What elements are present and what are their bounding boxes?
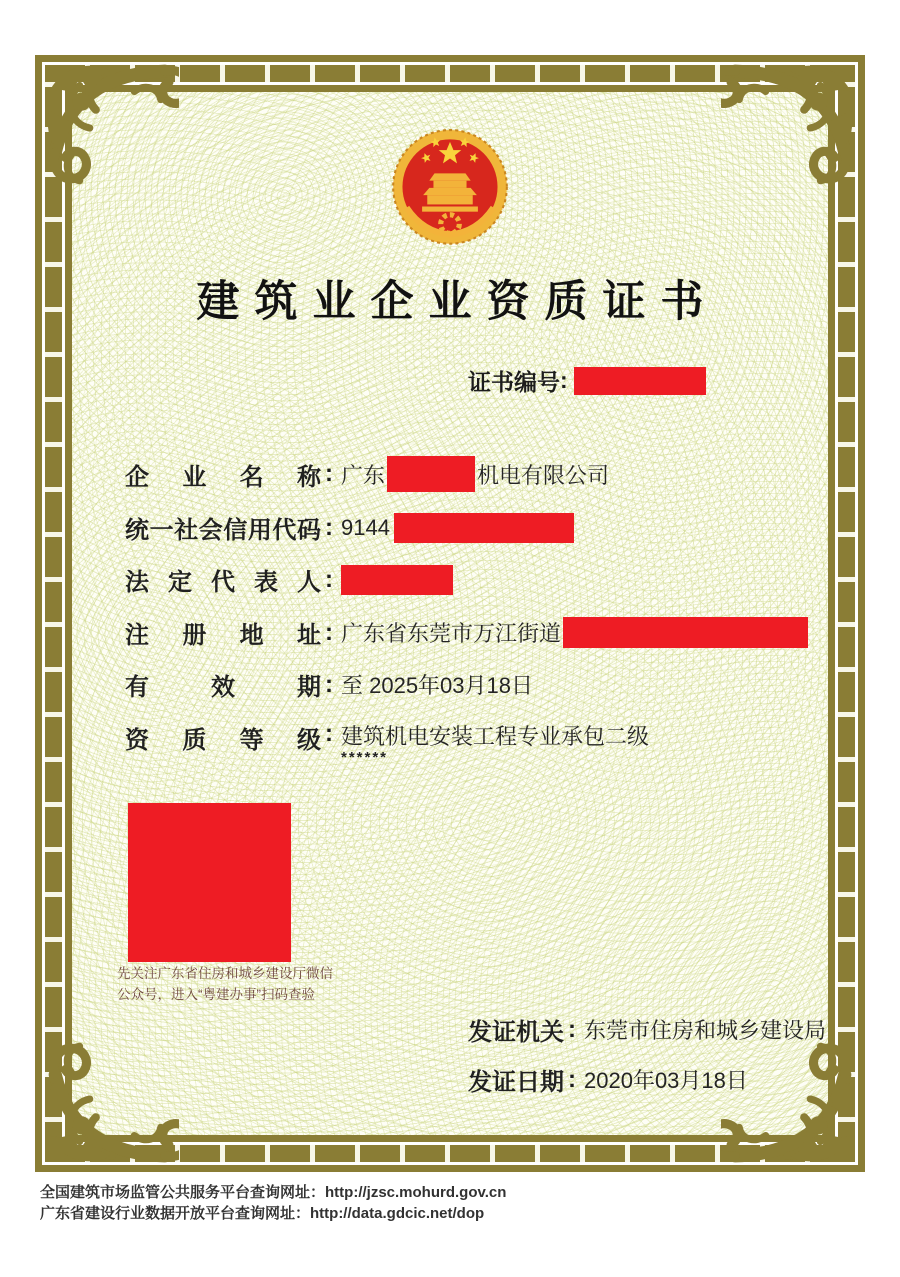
issue-date-value: 2020年03月18日 [584, 1068, 748, 1093]
frame-brick-right [838, 65, 855, 1162]
issuer-label: 发证机关 [468, 1019, 564, 1046]
issuer-row [468, 1012, 826, 1047]
corner-ornament-icon [37, 1028, 179, 1170]
company-value-suffix: 机电有限公司 [477, 462, 610, 488]
credit-code-label: 统一社会信用代码 [125, 517, 321, 544]
company-redaction-box [387, 456, 475, 492]
company-label: 企 业 名 称 [125, 463, 321, 491]
footer-national-platform-url: 全国建筑市场监管公共服务平台查询网址：http://jzsc.mohurd.gov.cn [40, 1184, 507, 1201]
company-colon: : [325, 460, 333, 487]
field-row-grade [125, 720, 649, 765]
grade-colon: : [325, 720, 333, 747]
credit-code-redaction-box [394, 513, 574, 543]
qr-scan-note-line2: 公众号，进入“粤建办事”扫码查验 [117, 987, 315, 1002]
field-row-company [125, 456, 609, 492]
grade-label: 资 质 等 级 [125, 727, 321, 754]
issuer-value: 东莞市住房和城乡建设局 [584, 1018, 827, 1043]
cert-number-colon: : [560, 367, 568, 393]
cert-number-row [468, 364, 706, 397]
validity-value: 至 2025年03月18日 [341, 673, 533, 698]
issue-date-label: 发证日期 [468, 1069, 564, 1096]
address-redaction-box [563, 617, 808, 648]
legal-rep-colon: : [325, 565, 333, 593]
company-value-prefix: 广东 [341, 462, 386, 488]
corner-ornament-icon [37, 57, 179, 199]
legal-rep-redaction-box [341, 565, 453, 595]
address-label: 注 册 地 址 [125, 622, 321, 649]
issuer-colon: : [568, 1015, 576, 1043]
field-row-legal-rep [125, 562, 453, 597]
credit-code-value-prefix: 9144 [341, 514, 390, 540]
field-row-credit-code [125, 510, 574, 545]
legal-rep-label: 法 定 代 表 人 [125, 569, 321, 596]
footer-guangdong-platform-url: 广东省建设行业数据开放平台查询网址：http://data.gdcic.net/dop [40, 1205, 485, 1222]
cert-number-redaction-box [574, 367, 706, 395]
address-colon: : [325, 618, 333, 646]
corner-ornament-icon [721, 1028, 863, 1170]
validity-label: 有 效 期 [125, 674, 321, 701]
footer-query-urls [40, 1182, 506, 1224]
qr-scan-note-line1: 先关注广东省住房和城乡建设厅微信 [117, 966, 333, 981]
field-row-validity [125, 667, 533, 702]
certificate-title: 建筑业企业资质证书 [196, 278, 719, 326]
field-row-address [125, 615, 808, 650]
validity-colon: : [325, 670, 333, 698]
grade-stars: ****** [341, 749, 389, 766]
corner-ornament-icon [721, 57, 863, 199]
issue-date-row [468, 1062, 748, 1097]
national-emblem-icon [388, 126, 512, 256]
address-value-prefix: 广东省东莞市万江街道 [341, 621, 562, 646]
cert-number-label: 证书编号 [468, 369, 560, 395]
qr-code-redaction-box [128, 803, 291, 962]
issue-date-colon: : [568, 1065, 576, 1093]
grade-value: 建筑机电安装工程专业承包二级 [341, 724, 650, 749]
credit-code-colon: : [325, 513, 333, 541]
qr-scan-note [117, 963, 333, 1005]
frame-brick-left [45, 65, 62, 1162]
